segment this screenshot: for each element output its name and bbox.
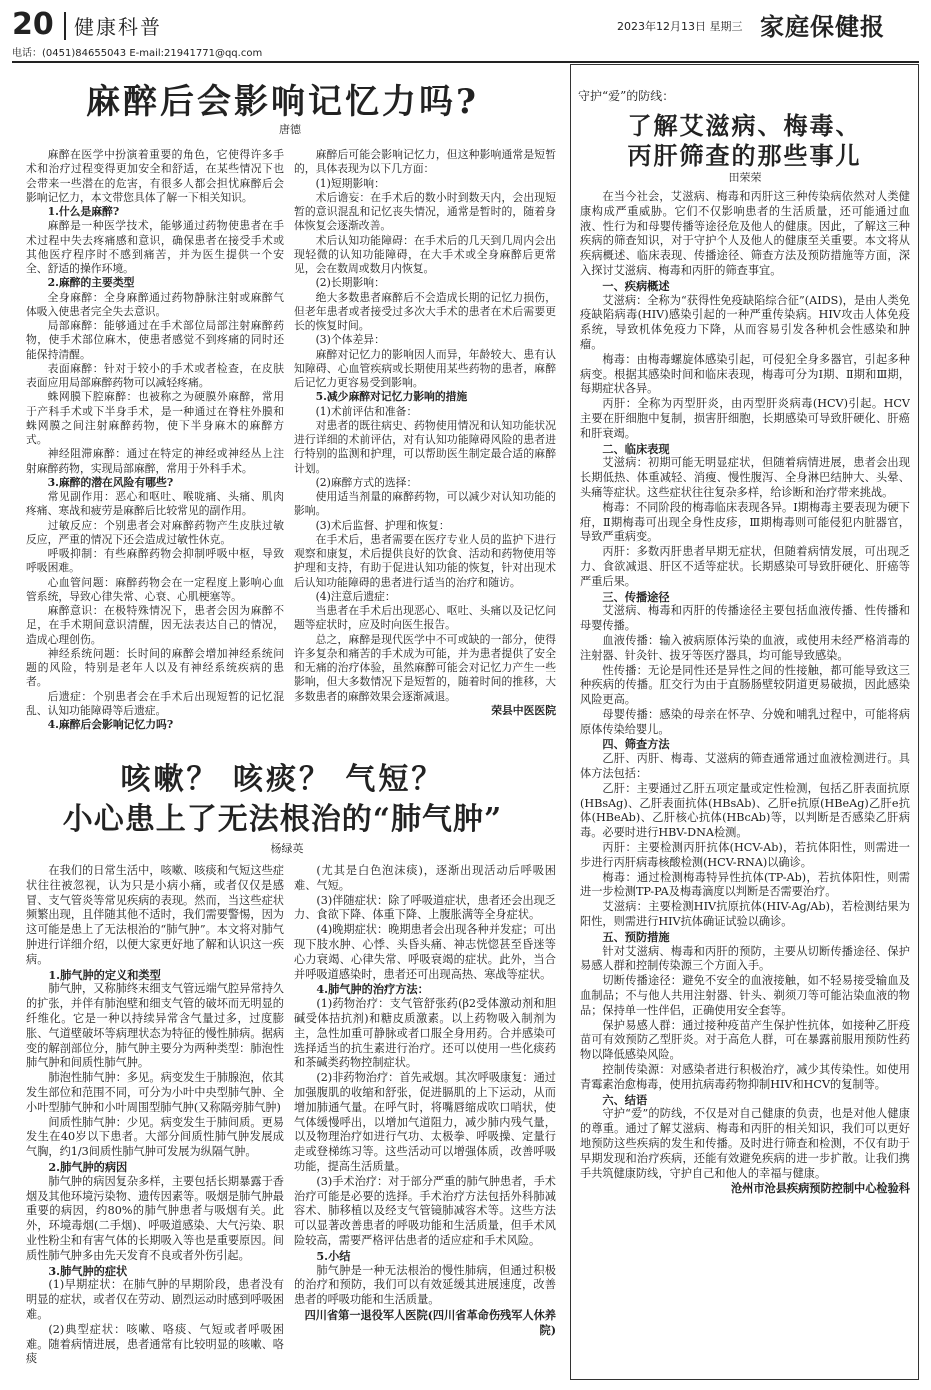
paragraph: 绝大多数患者麻醉后不会造成长期的记忆力损伤，但老年患者或者接受过多次大手术的患者在术后需要更长的恢复时间。: [294, 290, 556, 332]
article1-title: 麻醉后会影响记忆力吗?: [86, 82, 479, 122]
paragraph: 保护易感人群：通过接种疫苗产生保护性抗体，如接种乙肝疫苗可有效预防乙型肝炎。对于高危人群，可在暴露前服用预防性药物以降低感染风险。: [580, 1018, 910, 1062]
paragraph: (2)非药物治疗：首先戒烟。其次呼吸康复：通过加强腹肌的收缩和舒张，促进膈肌的上下运动，从而增加肺通气量。在呼气时，将嘴唇缩成吹口哨状，使气体缓慢呼出，以增加气道阻力，减少肺内残气量，以及物理治疗如进行气功、太极拳、呼吸操、定量行走或登梯练习等。这些活动可以增强体质，改善呼吸功能，提高生活质量。: [294, 1071, 556, 1173]
paragraph: 肺气肿是一种无法根治的慢性肺病，但通过积极的治疗和预防，我们可以有效延缓其进展速度，改善患者的呼吸功能和生活质量。: [294, 1263, 556, 1307]
paragraph: (2)长期影响：: [315, 276, 385, 290]
paragraph: 肺泡性肺气肿：多见。病变发生于肺腺泡，依其发生部位和范围不同，可分为小叶中央型肺气肿、全小叶型肺气肿和小叶周围型肺气肿(又称隔旁肺气肿): [26, 1071, 284, 1114]
section-heading: 5.小结: [316, 1248, 351, 1263]
paragraph: (4)晚期症状：晚期患者会出现各种并发症；可出现下肢水肿、心悸、头昏头痛、神志恍惚甚至昏迷等心力衰竭、心律失常、呼吸衰竭的症状。此外，当合并呼吸道感染时，患者还可出现高热、寒战等症状。: [294, 923, 556, 981]
section-heading: 六、结语: [602, 1092, 648, 1107]
article2-column-1: [26, 864, 284, 1380]
paragraph: (3)伴随症状：除了呼吸道症状，患者还会出现乏力、食欲下降、体重下降、上腹胀满等全身症状。: [294, 893, 556, 922]
contact-line: 电话：(0451)84655043 E-mail:21941771@qq.com: [12, 48, 263, 59]
article3-author: 田荣荣: [728, 171, 762, 184]
article3-kicker: 守护“爱”的防线：: [578, 89, 675, 103]
article3-title-line-1: 了解艾滋病、梅毒、: [627, 111, 862, 140]
paragraph: 乙肝：主要通过乙肝五项定量或定性检测，包括乙肝表面抗原(HBsAg)、乙肝表面抗体(HBsAb)、乙肝e抗原(HBeAg)乙肝e抗体(HBeAb)、乙肝核心抗体(HBcAb)等，以判断是否感染乙肝病毒。必要时进行HBV-DNA检测。: [580, 781, 910, 840]
section-heading: 二、临床表现: [602, 441, 670, 456]
section-name: 健康科普: [74, 15, 162, 39]
paragraph: (3)个体差异：: [315, 333, 385, 347]
section-heading: 四、筛查方法: [602, 737, 670, 752]
paragraph: 艾滋病：主要检测HIV抗原抗体(HIV-Ag/Ab)，若检测结果为阳性，则需进行HIV抗体确证试验以确诊。: [580, 900, 910, 929]
paragraph: 对患者的既往病史、药物使用情况和认知功能状况进行详细的术前评估，对有认知功能障碍风险的患者进行特别的监测和护理，可以帮助医生制定最合适的麻醉计划。: [294, 418, 556, 475]
paragraph: (2)麻醉方式的选择：: [315, 475, 418, 489]
section-heading: 三、传播途径: [602, 589, 670, 604]
paragraph: 心血管问题：麻醉药物会在一定程度上影响心血管系统，导致心律失常、心衰、心肌梗塞等。: [26, 575, 284, 603]
section-heading: 1.什么是麻醉?: [47, 205, 120, 218]
paragraph: 梅毒：通过检测梅毒特异性抗体(TP-Ab)，若抗体阳性，则需进一步检测TP-PA及梅毒滴度以判断是否需要治疗。: [580, 870, 910, 899]
section-heading: 4.肺气肿的治疗方法：: [316, 982, 429, 997]
author-organization: 四川省第一退役军人医院(四川省革命伤残军人休养院): [304, 1307, 556, 1337]
article2-title-line-1: 咳嗽？ 咳痰？ 气短？: [120, 762, 445, 797]
newspaper-brand: 家庭保健报: [760, 12, 885, 41]
paragraph: 针对艾滋病、梅毒和丙肝的预防，主要从切断传播途径、保护易感人群和控制传染源三个方面入手。: [580, 944, 910, 973]
paragraph: 麻醉是一种医学技术，能够通过药物使患者在手术过程中失去疼痛感和意识，确保患者在接受手术或其他医疗程序时不感到痛苦，并为医生提供一个安全、舒适的操作环境。: [26, 219, 284, 275]
section-heading: 五、预防措施: [602, 929, 670, 944]
paragraph: (4)注意后遗症：: [315, 589, 396, 603]
paragraph: 丙肝：多数丙肝患者早期无症状，但随着病情发展，可出现乏力、食欲减退、肝区不适等症状。长期感染可导致肝硬化、肝癌等严重后果。: [580, 545, 910, 588]
paragraph: 神经阻滞麻醉：通过在特定的神经或神经丛上注射麻醉药物，实现局部麻醉，常用于外科手术。: [26, 447, 284, 475]
section-heading: 一、疾病概述: [602, 278, 670, 293]
paragraph: 肺气肿的病因复杂多样，主要包括长期暴露于香烟及其他环境污染物、遗传因素等。吸烟是肺气肿最重要的病因，约80%的肺气肿患者与吸烟有关。此外，环境毒烟(二手烟)、呼吸道感染、大气污染、职业性粉尘和有害气体的长期吸入等也是重要原因。间质性肺气肿多由先天发育不良或者外伤引起。: [26, 1174, 284, 1262]
article2-column-2: [294, 864, 556, 1380]
paragraph: 常见副作用：恶心和呕吐、喉咙痛、头痛、肌肉疼痛、寒战和疲劳是麻醉后比较常见的副作用。: [26, 490, 284, 518]
section-heading: 5.减少麻醉对记忆力影响的措施: [315, 390, 468, 404]
paragraph: 表面麻醉：针对于较小的手术或者检查，在皮肤表面应用局部麻醉药物可以减轻疼痛。: [26, 361, 284, 389]
paragraph: 肺气肿，又称肺终末细支气管远端气腔异常持久的扩张，并伴有肺泡壁和细支气管的破坏而无明显的纤维化。它是一种以持续异常含气量过多，过度膨胀、气道壁破坏等病理状态为特征的慢性肺病。据病变的解剖部位分，肺气肿主要分为两种类型：肺泡性肺气肿和间质性肺气肿。: [26, 982, 284, 1070]
paragraph: 艾滋病：全称为“获得性免疫缺陷综合征”(AIDS)，是由人类免疫缺陷病毒(HIV)感染引起的一种严重传染病。HIV攻击人体免疫系统，导致机体免疫力下降，从而容易引发各种机会性感染和肿瘤。: [580, 293, 910, 351]
paragraph: 血液传播：输入被病原体污染的血液，或使用未经严格消毒的注射器、针灸针、拔牙等医疗器具，均可能导致感染。: [580, 633, 910, 662]
paragraph: (3)术后监督、护理和恢复：: [315, 518, 450, 532]
paragraph: 在手术后，患者需要在医疗专业人员的监护下进行观察和康复，术后提供良好的饮食、活动和药物使用等护理和支持，有助于促进认知功能的恢复，针对出现术后认知功能障碍的患者进行适当的治疗和随访。: [294, 532, 556, 589]
article1-column-1: [26, 148, 284, 740]
page-header: [0, 0, 931, 62]
section-heading: 1.肺气肿的定义和类型: [48, 967, 161, 982]
paragraph: 麻醉对记忆力的影响因人而异，年龄较大、患有认知障碍、心血管疾病或长期使用某些药物的患者，麻醉后记忆力更容易受到影响。: [294, 347, 556, 389]
paragraph: 艾滋病、梅毒和丙肝的传播途径主要包括血液传播、性传播和母婴传播。: [580, 604, 910, 633]
paragraph: 梅毒：由梅毒螺旋体感染引起，可侵犯全身多器官，引起多种病变。根据其感染时间和临床表现，梅毒可分为Ⅰ期、Ⅱ期和Ⅲ期，每期症状各异。: [580, 352, 910, 396]
paragraph: 切断传播途径：避免不安全的血液接触，如不轻易接受输血及血制品；不与他人共用注射器、针头、剃须刀等可能沾染血液的物品；保持单一性伴侣，正确使用安全套等。: [580, 974, 910, 1017]
paragraph: 局部麻醉：能够通过在手术部位局部注射麻醉药物，使手术部位麻木，使患者感觉不到疼痛的同时还能保持清醒。: [26, 319, 284, 361]
article2-author: 杨绿英: [270, 842, 304, 855]
paragraph: 后遗症：个别患者会在手术后出现短暂的记忆混乱、认知功能障碍等后遗症。: [26, 689, 284, 717]
paragraph: 总之，麻醉是现代医学中不可或缺的一部分，使得许多复杂和痛苦的手术成为可能，并为患者提供了安全和无痛的治疗体验，虽然麻醉可能会对记忆力产生一些影响，但大多数情况下是短暂的，随着时间的推移，大多数患者的麻醉效果会逐渐减退。: [294, 632, 556, 703]
author-organization: 荣县中医医院: [491, 703, 556, 717]
paragraph: 在我们的日常生活中，咳嗽、咳痰和气短这些症状往往被忽视，认为只是小病小痛，或者仅仅是感冒、支气管炎等常见疾病的表现。然而，当这些症状频繁出现，且伴随其他不适时，我们需要警惕，因为这可能是患上了无法根治的“肺气肿”。本文将对肺气肿进行详细介绍，以便大家更好地了解和认识这一疾病。: [26, 864, 284, 966]
paragraph: 梅毒：不同阶段的梅毒临床表现各异。Ⅰ期梅毒主要表现为硬下疳，Ⅱ期梅毒可出现全身性皮疹，Ⅲ期梅毒则可能侵犯内脏器官，导致严重病变。: [580, 500, 910, 544]
page-number: 20: [12, 7, 54, 42]
paragraph: 麻醉意识：在极特殊情况下，患者会因为麻醉不足，在手术期间意识清醒，因无法表达自己的情况，造成心理创伤。: [26, 604, 284, 646]
paragraph: 丙肝：全称为丙型肝炎，由丙型肝炎病毒(HCV)引起。HCV主要在肝细胞中复制，损害肝细胞，长期感染可导致肝硬化、肝癌和肝衰竭。: [580, 397, 910, 440]
paragraph: (1)术前评估和准备：: [315, 404, 418, 418]
paragraph: 守护“爱”的防线，不仅是对自己健康的负责，也是对他人健康的尊重。通过了解艾滋病、梅毒和丙肝的相关知识，我们可以更好地预防这些疾病的发生和传播。及时进行筛查和检测，不仅有助于早期发现和治疗疾病，还能有效避免疾病的进一步扩散。让我们携手共筑健康防线，守护自己和他人的幸福与健康。: [580, 1107, 910, 1180]
article3-body: [580, 190, 910, 1372]
article1-author: 唐德: [279, 123, 301, 136]
paragraph: 全身麻醉：全身麻醉通过药物静脉注射或麻醉气体吸入使患者完全失去意识。: [26, 290, 284, 318]
paragraph: 呼吸抑制：有些麻醉药物会抑制呼吸中枢，导致呼吸困难。: [26, 547, 284, 575]
paragraph: 术后谵妄：在手术后的数小时到数天内，会出现短暂的意识混乱和记忆丧失情况，通常是暂时的，随着身体恢复会逐渐改善。: [294, 190, 556, 233]
article3-title-line-2: 丙肝筛查的那些事儿: [627, 141, 862, 170]
section-heading: 3.麻醉的潜在风险有哪些?: [47, 475, 174, 489]
paragraph: 麻醉在医学中扮演着重要的角色，它使得许多手术和治疗过程变得更加安全和舒适，在某些情况下也会带来一些潜在的危害，有很多人都会担忧麻醉后会影响记忆力，本文带您具体了解一下相关知识。: [26, 148, 284, 204]
issue-date: 2023年12月13日 星期三: [617, 20, 743, 33]
paragraph: 术后认知功能障碍：在手术后的几天到几周内会出现轻微的认知功能障碍，在大手术或全身麻醉后更常见，会在数周或数月内恢复。: [294, 233, 556, 275]
section-heading: 4.麻醉后会影响记忆力吗?: [47, 718, 174, 731]
paragraph: 艾滋病：初期可能无明显症状，但随着病情进展，患者会出现长期低热、体重减轻、消瘦、慢性腹泻、全身淋巴结肿大、头晕、头痛等症状。这些症状往往复杂多样，给诊断和治疗带来挑战。: [580, 456, 910, 499]
section-heading: 3.肺气肿的症状: [48, 1263, 128, 1278]
paragraph: 神经系统问题：长时间的麻醉会增加神经系统问题的风险，特别是老年人以及有神经系统疾病的患者。: [26, 646, 284, 689]
paragraph: (3)手术治疗：对于部分严重的肺气肿患者，手术治疗可能是必要的选择。手术治疗方法包括外科肺减容术、肺移植以及经支气管镜肺减容术等。这些方法可以显著改善患者的呼吸功能和生活质量，但手术风险较高，需要严格评估患者的适应症和手术风险。: [294, 1174, 556, 1247]
paragraph: 母婴传播：感染的母亲在怀孕、分娩和哺乳过程中，可能将病原体传染给婴儿。: [580, 707, 910, 736]
header-divider: [64, 12, 66, 40]
section-heading: 2.麻醉的主要类型: [47, 276, 135, 290]
header-rule: [12, 61, 919, 63]
paragraph: 控制传染源：对感染者进行积极治疗，减少其传染性。如使用青霉素治愈梅毒，使用抗病毒药物抑制HIV和HCV的复制等。: [580, 1063, 910, 1091]
paragraph: (2)典型症状：咳嗽、咯痰、气短或者呼吸困难。随着病情进展，患者通常有比较明显的咳嗽、咯痰: [26, 1322, 284, 1366]
paragraph: 性传播：无论是同性还是异性之间的性接触，都可能导致这三种疾病的传播。肛交行为由于直肠肠壁较阴道更易破损，因此感染风险更高。: [580, 663, 910, 707]
paragraph: 间质性肺气肿：少见。病变发生于肺间质。更易发生在40岁以下患者。大部分间质性肺气肿发展成气胸，约1/3间质性肺气肿可发展为纵隔气肿。: [26, 1115, 284, 1159]
paragraph: 蛛网膜下腔麻醉：也被称之为硬膜外麻醉，常用于产科手术或下半身手术，是一种通过在脊柱外膜和蛛网膜之间注射麻醉药物，使下半身麻木的麻醉方式。: [26, 390, 284, 446]
article2-title-line-2: 小心患上了无法根治的“肺气肿”: [62, 802, 503, 837]
paragraph: 使用适当剂量的麻醉药物，可以减少对认知功能的影响。: [294, 490, 556, 518]
paragraph: 在当今社会，艾滋病、梅毒和丙肝这三种传染病依然对人类健康构成严重威胁。它们不仅影响患者的生活质量，还可能通过血液、性行为和母婴传播等途径危及他人的健康。因此，了解这三种疾病的筛查知识，对于守护个人及他人的健康至关重要。本文将从疾病概述、临床表现、传播途径、筛查方法及预防措施等方面，深入探讨艾滋病、梅毒和丙肝的筛查事宜。: [580, 190, 910, 277]
article1-column-2: [294, 148, 556, 740]
paragraph: (1)短期影响：: [315, 176, 385, 190]
paragraph: 丙肝：主要检测丙肝抗体(HCV-Ab)，若抗体阳性，则需进一步进行丙肝病毒核酸检测(HCV-RNA)以确诊。: [580, 841, 910, 869]
paragraph: 乙肝、丙肝、梅毒、艾滋病的筛查通常通过血液检测进行。具体方法包括：: [580, 752, 910, 781]
paragraph: (1)药物治疗：支气管舒张药(β2受体激动剂和胆碱受体拮抗剂)和糖皮质激素。以上药物吸入制剂为主，急性加重可静脉或者口服全身用药。合并感染可选择适当的抗生素进行治疗。还可以使用一些化痰药和茶碱类药物控制症状。: [294, 997, 556, 1070]
paragraph: 麻醉后可能会影响记忆力，但这种影响通常是短暂的，具体表现为以下几方面：: [294, 148, 556, 176]
paragraph: 过敏反应：个别患者会对麻醉药物产生皮肤过敏反应，严重的情况下还会造成过敏性休克。: [26, 518, 284, 546]
paragraph: 当患者在手术后出现恶心、呕吐、头痛以及记忆问题等症状时，应及时向医生报告。: [294, 604, 556, 632]
author-organization: 沧州市沧县疾病预防控制中心检验科: [730, 1181, 910, 1196]
paragraph: (尤其是白色泡沫痰)，逐渐出现活动后呼吸困难、气短。: [294, 864, 556, 892]
paragraph: (1)早期症状：在肺气肿的早期阶段，患者没有明显的症状，或者仅在劳动、剧烈运动时感到呼吸困难。: [26, 1278, 284, 1321]
section-heading: 2.肺气肿的病因: [48, 1159, 128, 1174]
